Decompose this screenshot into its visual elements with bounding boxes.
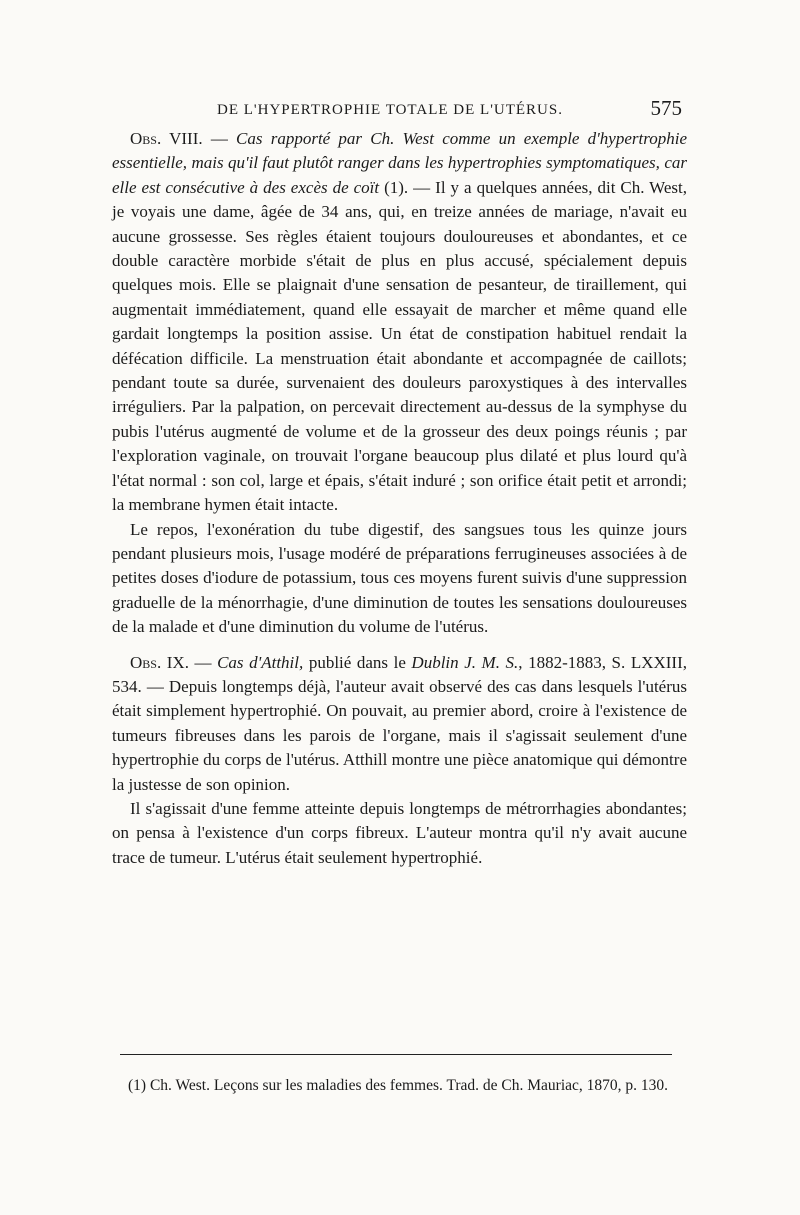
running-head: [112, 96, 682, 126]
obs-9-label: Obs. IX.: [130, 652, 189, 672]
footnotes: [112, 1074, 687, 1098]
obs-8-note-ref: (1). —: [379, 177, 436, 197]
obs-9-journal: Dublin J. M. S.: [411, 652, 519, 672]
obs-9-text-b: , 1882-1883, S. LXXIII, 534. — Depuis longtemps déjà, l'auteur avait observé des cas dans lesquels l'utérus était simplement hypertrophié. On pouvait, au premier abord, croire à l'existence de tumeurs fibreuses dans les parois de l'organe, mais il s'agissait seulement d'une hypertrophie du corps de l'utérus. Atthill montre une pièce anatomique qui démontre la justesse de son opinion.: [112, 652, 687, 794]
body-text: [112, 127, 687, 870]
obs-9-text-a: publié dans le: [303, 652, 412, 672]
obs-8-paragraph: [112, 127, 687, 518]
obs-8-paragraph-2: Le repos, l'exonération du tube digestif, des sangsues tous les quinze jours pendant plusieurs mois, l'usage modéré de préparations ferrugineuses associées à de petites doses d'iodure de potassium, tous ces moyens furent suivis d'une suppression graduelle de la ménorrhagie, d'une diminution de toutes les sensations douloureuses de la malade et d'une diminution du volume de l'utérus.: [112, 519, 687, 637]
running-title: DE L'HYPERTROPHIE TOTALE DE L'UTÉRUS.: [217, 102, 563, 118]
obs-9-paragraph-2: Il s'agissait d'une femme atteinte depuis longtemps de métrorrhagies abondantes; on pensa à l'existence d'un corps fibreux. L'auteur montra qu'il n'y avait aucune trace de tumeur. L'utérus était seulement hypertrophié.: [112, 798, 687, 867]
footnote-1: (1) Ch. West. Leçons sur les maladies des femmes. Trad. de Ch. Mauriac, 1870, p. 130.: [128, 1077, 669, 1094]
obs-9-dash: —: [188, 652, 218, 672]
obs-8-text: Il y a quelques années, dit Ch. West, je voyais une dame, âgée de 34 ans, qui, en treize années de mariage, n'avait eu aucune grossesse. Ses règles étaient toujours douloureuses et abondantes, et ce double caractère morbide s'était de plus en plus accusé, spécialement depuis quelques mois. Elle se plaignait d'une sensation de pesanteur, de tiraillement, qui augmentait immédiatement, quand elle essayait de marcher et même quand elle gardait longtemps la position assise. Un état de constipation habituel rendait la défécation difficile. La menstruation était abondante et accompagnée de caillots; pendant toute sa durée, survenaient des douleurs paroxystiques à des intervalles irréguliers. Par la palpation, on percevait directement au-dessus de la symphyse du pubis l'utérus augmenté de volume et de la grosseur des deux poings réunis ; par l'exploration vaginale, on trouvait l'organe beaucoup plus dilaté et plus lourd qu'à l'état normal : son col, large et épais, s'était induré ; son orifice était petit et arrondi; la membrane hymen était intacte.: [112, 177, 687, 515]
obs-8-italic-intro: Cas rapporté par Ch. West comme un exemple d'hypertrophie essentielle, mais qu'il faut plutôt ranger dans les hypertrophies symptomatiques, car elle est consécutive à des excès de coït: [112, 129, 687, 197]
page-number: 575: [650, 96, 682, 120]
obs-8-dash: —: [202, 129, 237, 148]
obs-8-label: Obs. VIII.: [130, 129, 203, 148]
footnote-rule: [120, 1054, 672, 1055]
obs-9-italic-intro: Cas d'Atthil,: [217, 652, 304, 672]
obs-9-paragraph: [112, 651, 687, 797]
